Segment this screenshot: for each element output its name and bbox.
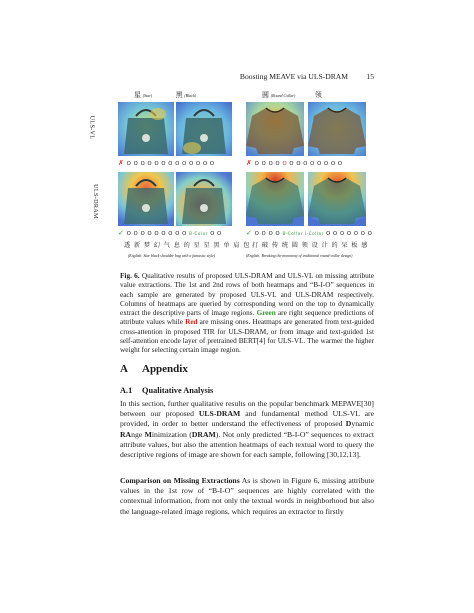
right-word-1: 圆 <box>262 91 269 99</box>
right-query-words <box>262 90 322 100</box>
row-label-uls-dram: ULS-DRAM <box>91 184 99 219</box>
left-word-2-gloss: (Black) <box>184 93 197 98</box>
heatmap-jacket-collar-uls-dram <box>308 172 366 226</box>
left-chinese-text: 透 新 梦 幻 气 息 的 星 星 黑 单 肩 包 <box>124 242 251 249</box>
left-uls-vl-tags: ✗ O O O O O O O O O O O O O <box>118 159 215 167</box>
heatmap-bag-black-uls-vl <box>176 102 232 156</box>
heatmap-bag-star-uls-vl <box>118 102 174 156</box>
left-word-2: 黑 <box>175 91 183 99</box>
paragraph-intro: In this section, further qualitative results on the popular benchmark MEPAVE[30] between our proposed ULS-DRAM and fundamental method ULS-VL are provided, in order to better understand the effectiveness of proposed Dynamic RAnge Minimization (DRAM). Not only predicted “B-I-O” sequences to extract attribute values, but also the attention heatmaps of each textual word to query the descriptive regions of image are shown for each sample, following [30,12,13]. <box>120 399 374 460</box>
heatmap-jacket-round-uls-vl <box>246 102 304 156</box>
right-word-2: 领 <box>314 91 322 99</box>
row-label-uls-vl: ULS-VL <box>88 115 96 140</box>
heatmap-jacket-collar-uls-vl <box>308 102 366 156</box>
left-english-text: (English: Star black shoulder bag with a fantastic style) <box>128 254 216 258</box>
caption-green-word: Green <box>256 309 276 318</box>
check-mark-icon: ✓ <box>246 229 253 237</box>
wrong-mark-icon: ✗ <box>118 159 125 167</box>
figure-caption: Fig. 6. Qualitative results of proposed ULS-DRAM and ULS-VL on missing attribute value extractions. The 1st and 2nd rows of both heatmaps and “B-I-O” sequences in each sample are generated by proposed ULS-VL and ULS-DRAM respectively. Columns of heatmaps are queried by corresponding word on the top to dynamically extract the descriptive parts of image regions. Green are right sequence predictions of attribute values while Red are missing ones. Heatmaps are generated from text-guided cross-attention in proposed TIR for ULS-DRAM, or from image and text-guided 1st self-attention encode layer of pretrained BERT[4] for ULS-VL. The warmer the higher weight for selecting certain image region. <box>120 272 374 355</box>
right-uls-vl-tags: ✗ O O O O O O O O O O O O O <box>246 159 343 167</box>
caption-label: Fig. 6. <box>120 272 140 280</box>
heatmap-bag-black-uls-dram <box>176 172 232 226</box>
left-query-words <box>134 90 196 100</box>
left-word-1-gloss: (Star) <box>142 93 153 98</box>
caption-red-word: Red <box>185 318 198 327</box>
subsection-heading: A.1 Qualitative Analysis <box>120 386 214 395</box>
left-word-1: 星 <box>134 91 141 99</box>
right-chinese-text: 打 破 传 统 圆 领 设 计 的 呆 板 感 <box>252 242 369 249</box>
heatmap-bag-star-uls-dram <box>118 172 174 226</box>
wrong-mark-icon: ✗ <box>246 159 253 167</box>
figure-6 <box>88 88 374 270</box>
right-uls-dram-tags: ✓ O O O O B-Collar I-Collar O O O O O O O <box>246 229 373 237</box>
paragraph-run-in-heading: Comparison on Missing Extractions <box>120 476 240 485</box>
section-heading: A Appendix <box>120 363 188 375</box>
running-title: Boosting MEAVE via ULS-DRAM <box>239 72 348 81</box>
page-number: 15 <box>366 72 374 81</box>
running-head <box>120 72 374 84</box>
check-mark-icon: ✓ <box>118 229 125 237</box>
left-uls-dram-tags: ✓ O O O O O O O O O B-Color O O <box>118 229 222 237</box>
right-word-1-gloss: (Round Collar) <box>270 93 296 98</box>
right-english-text: (English: Breaking the monotony of traditional round-collar design) <box>246 254 353 258</box>
heatmap-jacket-round-uls-dram <box>246 172 304 226</box>
paragraph-missing-extractions: Comparison on Missing Extractions As is shown in Figure 6, missing attribute values in the 1st row of “B-I-O” sequences are highly correlated with the contextual information, from not only the textual words in neighborhood but also the language-related image regions, which requires an extractor to firstly <box>120 476 374 516</box>
